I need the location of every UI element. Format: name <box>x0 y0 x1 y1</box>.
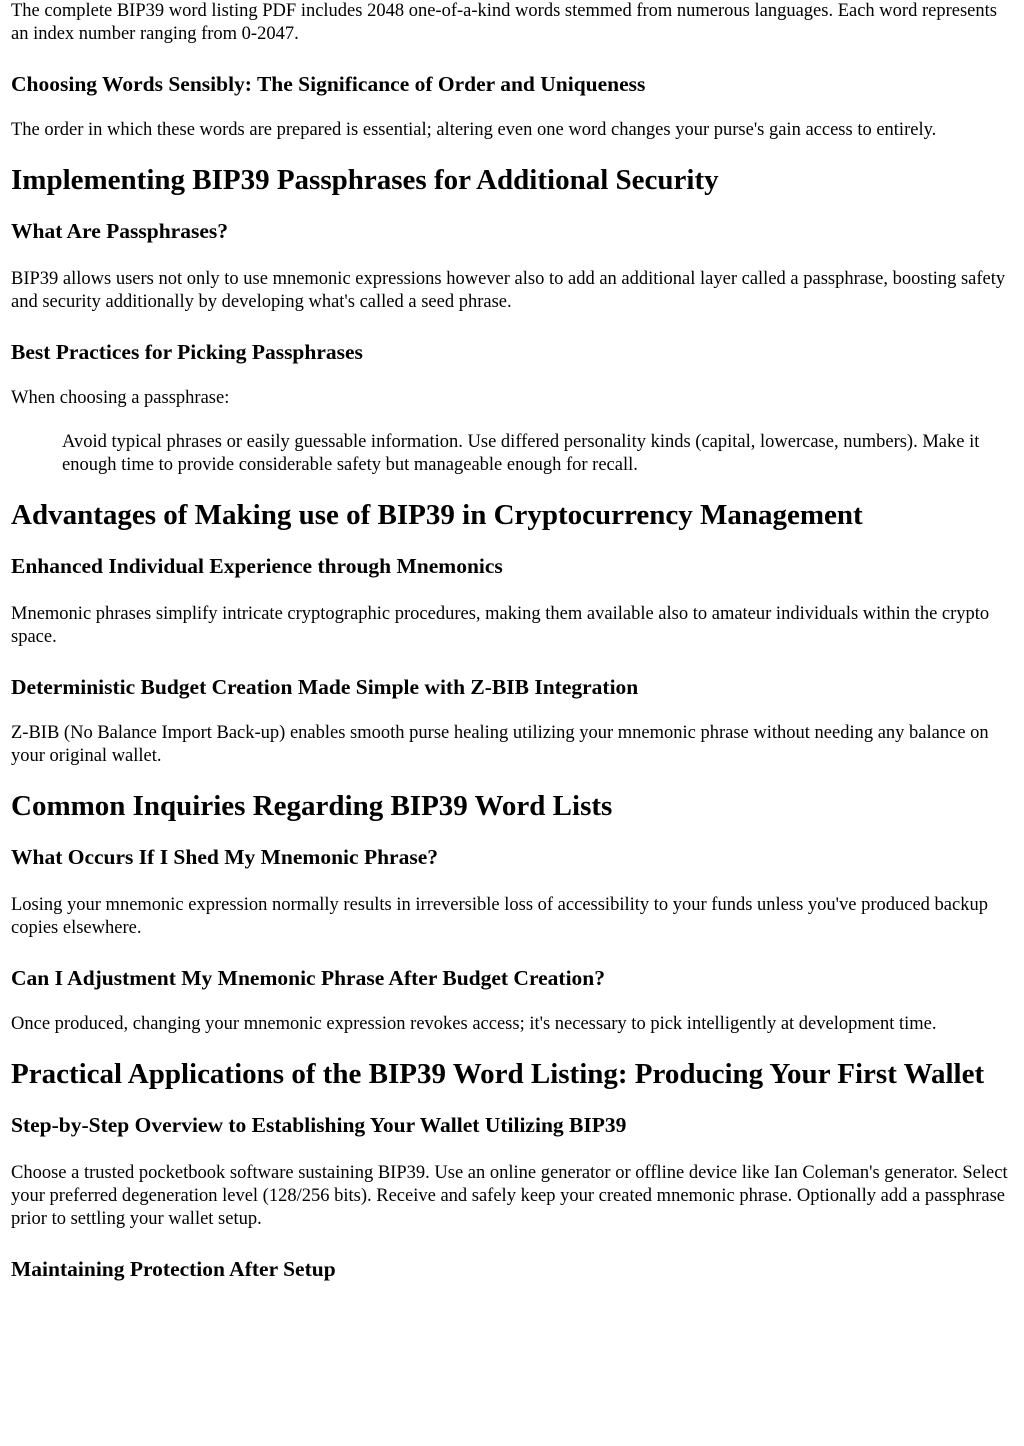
paragraph-what-are-passphrases: BIP39 allows users not only to use mnemonic expressions however also to add an additional layer called a passphrase, boosting safety and security additionally by developing what's called a seed phrase. <box>11 269 1006 312</box>
heading-implementing-passphrases: Implementing BIP39 Passphrases for Additional Security <box>11 164 719 196</box>
paragraph-when-choosing: When choosing a passphrase: <box>11 388 230 408</box>
heading-enhanced-experience: Enhanced Individual Experience through Mnemonics <box>11 554 503 578</box>
heading-maintaining-protection: Maintaining Protection After Setup <box>11 1257 336 1281</box>
heading-practical-applications: Practical Applications of the BIP39 Word Listing: Producing Your First Wallet <box>11 1058 985 1090</box>
heading-what-are-passphrases: What Are Passphrases? <box>11 219 229 243</box>
heading-lost-phrase: What Occurs If I Shed My Mnemonic Phrase? <box>11 845 438 869</box>
paragraph-enhanced-experience: Mnemonic phrases simplify intricate cryptographic procedures, making them available also to amateur individuals within the crypto space. <box>11 604 990 647</box>
paragraph-choosing-words: The order in which these words are prepared is essential; altering even one word changes your purse's gain access to entirely. <box>11 120 937 140</box>
paragraph-step-by-step: Choose a trusted pocketbook software sustaining BIP39. Use an online generator or offline device like Ian Coleman's generator. Select your preferred degeneration level (128/256 bits). Receive and safely keep your created mnemonic phrase. Optionally add a passphrase prior to settling your wallet setup. <box>11 1163 1008 1229</box>
heading-best-practices: Best Practices for Picking Passphrases <box>11 340 363 364</box>
paragraph-change-phrase: Once produced, changing your mnemonic expression revokes access; it's necessary to pick intelligently at development time. <box>11 1014 937 1034</box>
intro-paragraph: The complete BIP39 word listing PDF includes 2048 one-of-a-kind words stemmed from numerous languages. Each word represents an index number ranging from 0-2047. <box>11 1 997 44</box>
heading-deterministic-creation: Deterministic Budget Creation Made Simple with Z-BIB Integration <box>11 675 639 699</box>
paragraph-lost-phrase: Losing your mnemonic expression normally results in irreversible loss of accessibility to your funds unless you've produced backup copies elsewhere. <box>11 895 988 938</box>
heading-change-phrase: Can I Adjustment My Mnemonic Phrase After Budget Creation? <box>11 966 606 990</box>
heading-step-by-step: Step-by-Step Overview to Establishing Your Wallet Utilizing BIP39 <box>11 1113 627 1137</box>
paragraph-deterministic-creation: Z-BIB (No Balance Import Back-up) enables smooth purse healing utilizing your mnemonic phrase without needing any balance on your original wallet. <box>11 723 989 766</box>
heading-advantages: Advantages of Making use of BIP39 in Cryptocurrency Management <box>11 499 863 531</box>
passphrase-tips-blockquote: Avoid typical phrases or easily guessable information. Use differed personality kinds (capital, lowercase, numbers). Make it enough time to provide considerable safety but manageable enough for recall. <box>62 432 980 475</box>
heading-common-inquiries: Common Inquiries Regarding BIP39 Word Lists <box>11 790 613 822</box>
heading-choosing-words: Choosing Words Sensibly: The Significance of Order and Uniqueness <box>11 72 646 96</box>
